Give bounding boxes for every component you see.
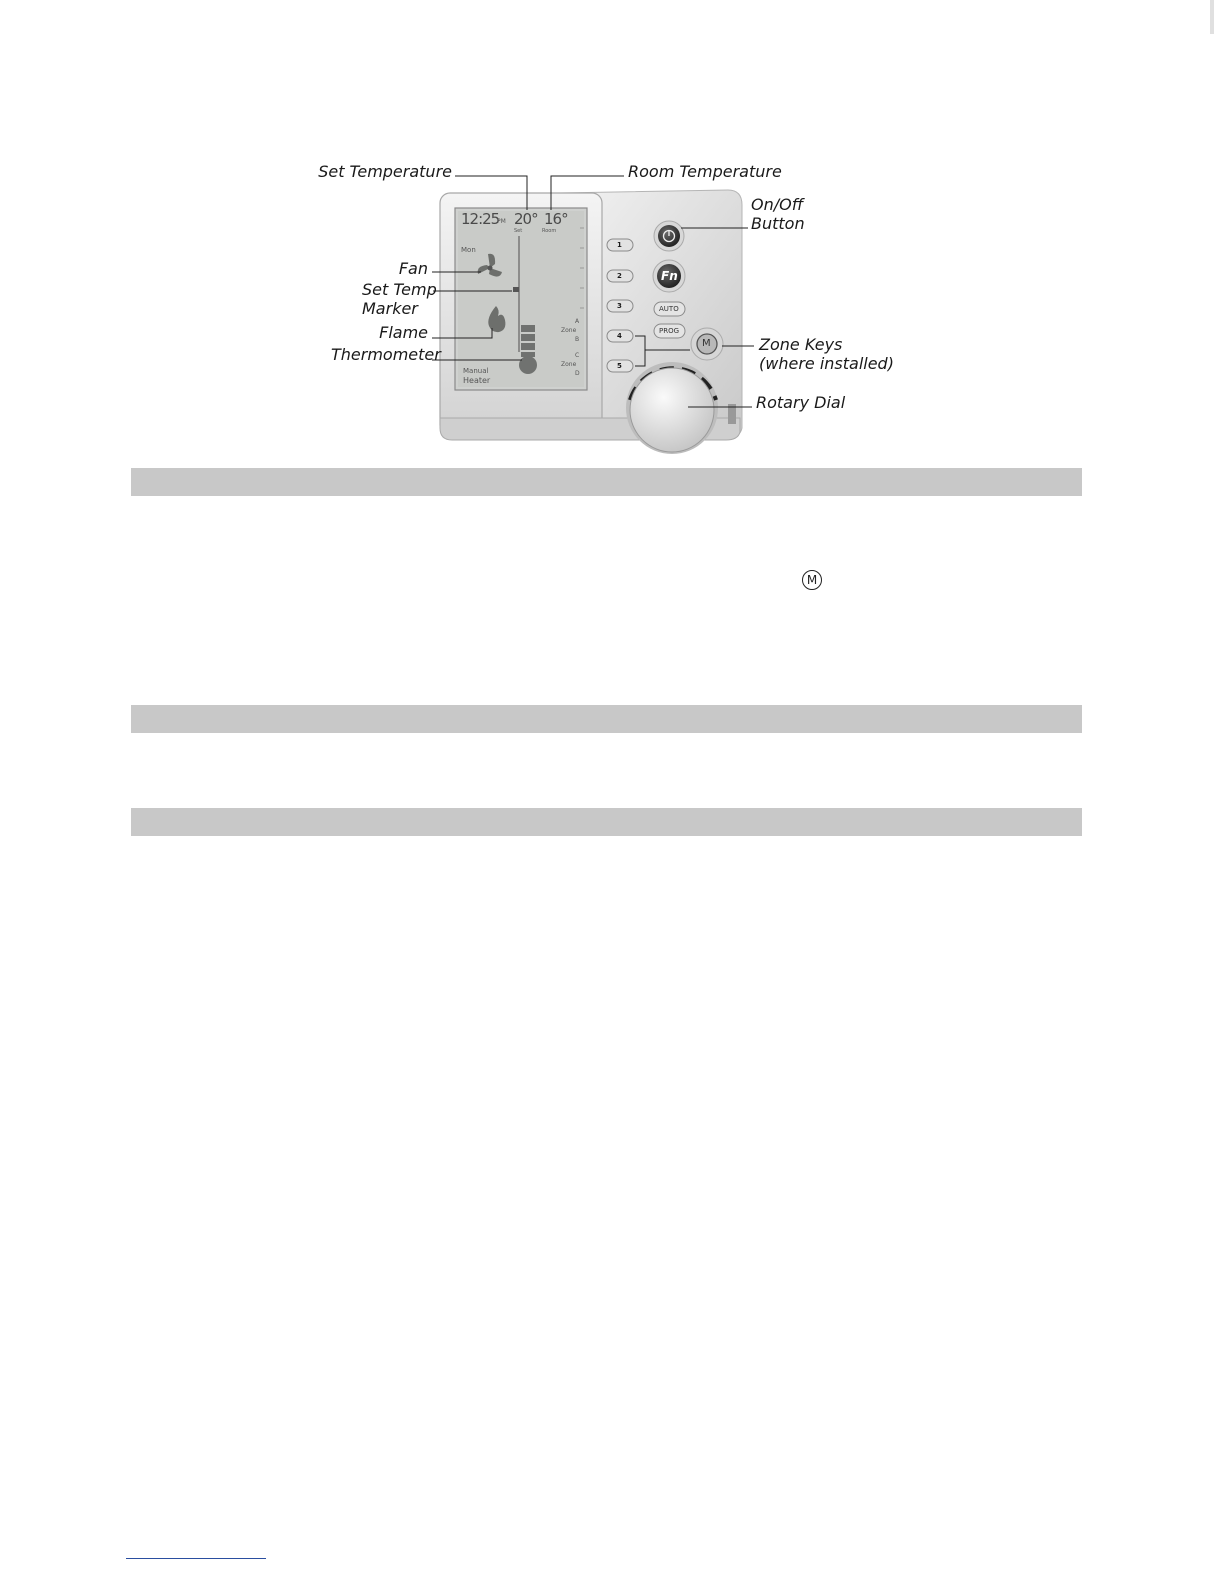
lcd-zone-b: B	[575, 336, 580, 343]
lcd-room-temp: 16°	[544, 210, 568, 228]
callout-on-off-line2: Button	[751, 214, 805, 233]
zone-key-3-label[interactable]: 3	[617, 302, 622, 310]
callout-zone-keys-line1: Zone Keys	[759, 335, 843, 354]
zone-key-2-label[interactable]: 2	[617, 272, 622, 280]
section-bar-2	[131, 705, 1082, 733]
m-key-label[interactable]: M	[702, 338, 711, 349]
lcd-zone-d: D	[575, 370, 580, 377]
callout-fan: Fan	[398, 259, 428, 278]
zone-key-5-label[interactable]: 5	[617, 362, 622, 370]
lcd-zone-word-2: Zone	[561, 361, 577, 368]
lcd-zone-a: A	[575, 318, 580, 325]
zone-key-4-label[interactable]: 4	[617, 332, 622, 340]
prog-key-label[interactable]: PROG	[659, 327, 680, 335]
callout-rotary-dial: Rotary Dial	[756, 393, 846, 412]
rotary-dial	[630, 368, 714, 452]
callout-on-off-line1: On/Off	[751, 195, 804, 214]
lcd-zone-word-1: Zone	[561, 327, 577, 334]
callout-zone-keys-line2: (where installed)	[759, 354, 894, 373]
fn-key-label[interactable]: Fn	[661, 269, 678, 283]
callout-room-temperature: Room Temperature	[628, 162, 782, 181]
lcd-set-label: Set	[514, 228, 523, 234]
auto-key-label[interactable]: AUTO	[659, 305, 679, 313]
callout-flame: Flame	[379, 323, 428, 342]
callout-set-temp-line1: Set Temp	[362, 280, 437, 299]
lcd-ampm: PM	[497, 218, 506, 225]
set-temp-marker	[513, 287, 519, 292]
inline-m-icon: M	[802, 570, 822, 590]
thermostat-device-illustration	[0, 0, 1224, 460]
callout-set-temperature: Set Temperature	[318, 162, 452, 181]
callout-set-temp-line2: Marker	[362, 299, 418, 318]
footnote-rule	[126, 1558, 266, 1559]
lcd-room-label: Room	[542, 228, 557, 234]
lcd-mode-line1: Manual	[463, 367, 489, 375]
thermostat-figure	[0, 0, 1224, 460]
lcd-day: Mon	[461, 246, 476, 254]
callout-thermometer: Thermometer	[331, 345, 441, 364]
lcd-mode-line2: Heater	[463, 376, 491, 385]
lcd-time: 12:25	[461, 210, 500, 228]
lcd-zone-c: C	[575, 352, 580, 359]
section-bar-3	[131, 808, 1082, 836]
zone-key-1-label[interactable]: 1	[617, 241, 622, 249]
section-bar-1	[131, 468, 1082, 496]
lcd-set-temp: 20°	[514, 210, 538, 228]
